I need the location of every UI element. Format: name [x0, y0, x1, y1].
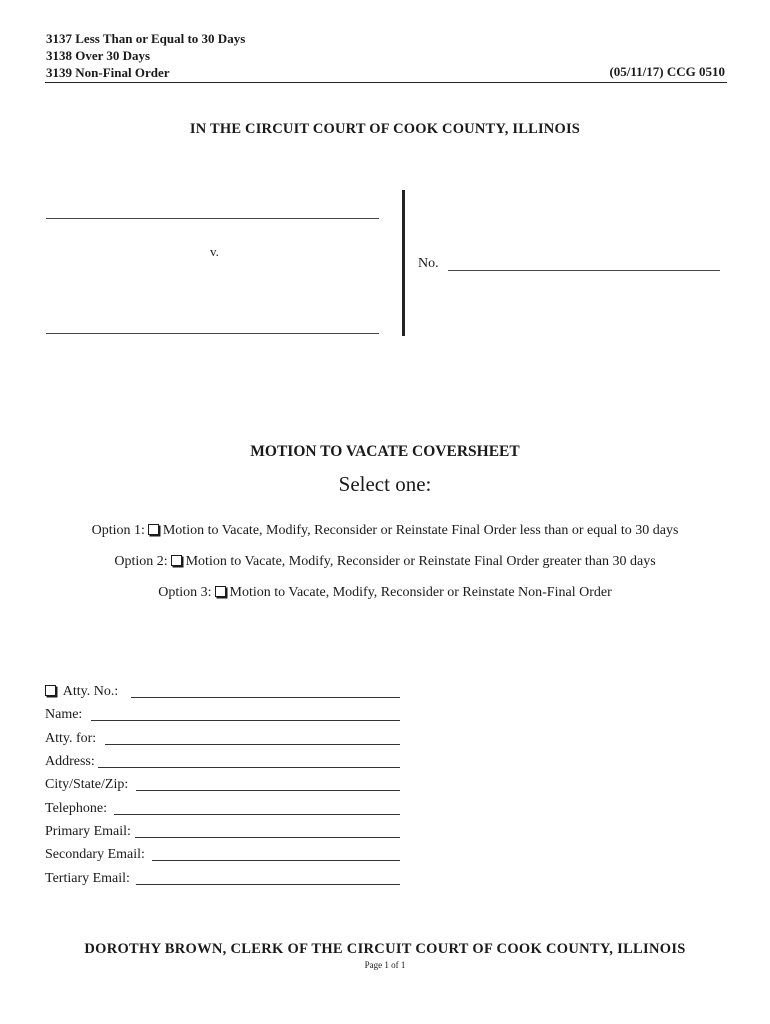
- header-rule: [45, 82, 727, 83]
- name-label: Name:: [45, 707, 83, 722]
- atty-no-field: [45, 684, 118, 700]
- plaintiff-line[interactable]: [46, 218, 379, 219]
- secondary-email-line[interactable]: [152, 860, 400, 861]
- option-2: [0, 554, 770, 570]
- option-2-checkbox[interactable]: [171, 555, 182, 566]
- atty-no-checkbox[interactable]: [45, 685, 56, 696]
- city-state-zip-label: City/State/Zip:: [45, 777, 129, 792]
- telephone-label: Telephone:: [45, 801, 107, 816]
- option-1-label: Option 1:: [91, 523, 145, 538]
- case-number-label: No.: [418, 256, 439, 271]
- code-line-3138: 3138 Over 30 Days: [46, 48, 151, 63]
- atty-no-label: Atty. No.:: [62, 684, 119, 699]
- address-label: Address:: [45, 754, 95, 769]
- name-line[interactable]: [91, 720, 400, 721]
- option-3-label: Option 3:: [158, 585, 212, 600]
- address-line[interactable]: [98, 767, 400, 768]
- option-1: [0, 523, 770, 539]
- option-2-label: Option 2:: [114, 554, 168, 569]
- select-prompt: Select one:: [338, 472, 432, 496]
- primary-email-label: Primary Email:: [45, 824, 131, 839]
- form-number: (05/11/17) CCG 0510: [609, 64, 725, 79]
- city-state-zip-line[interactable]: [136, 790, 400, 791]
- secondary-email-label: Secondary Email:: [45, 847, 145, 862]
- atty-no-line[interactable]: [131, 697, 400, 698]
- motion-title: MOTION TO VACATE COVERSHEET: [250, 443, 520, 460]
- defendant-line[interactable]: [46, 333, 379, 334]
- case-number-line[interactable]: [448, 270, 720, 271]
- code-line-3139: 3139 Non-Final Order: [46, 65, 170, 80]
- page-number: Page 1 of 1: [364, 960, 406, 970]
- option-1-text: Motion to Vacate, Modify, Reconsider or Reinstate Final Order less than or equal to 30 days: [162, 523, 679, 538]
- option-3-text: Motion to Vacate, Modify, Reconsider or Reinstate Non-Final Order: [229, 585, 612, 600]
- case-type-codes: [46, 30, 245, 81]
- code-line-3137: 3137 Less Than or Equal to 30 Days: [46, 31, 246, 46]
- clerk-footer: DOROTHY BROWN, CLERK OF THE CIRCUIT COURT OF COOK COUNTY, ILLINOIS: [84, 941, 686, 957]
- tertiary-email-line[interactable]: [136, 884, 400, 885]
- primary-email-line[interactable]: [135, 837, 400, 838]
- versus-label: v.: [210, 244, 219, 259]
- atty-for-line[interactable]: [105, 744, 400, 745]
- option-3-checkbox[interactable]: [215, 586, 226, 597]
- atty-for-label: Atty. for:: [45, 731, 97, 746]
- option-2-text: Motion to Vacate, Modify, Reconsider or Reinstate Final Order greater than 30 days: [185, 554, 656, 569]
- caption-divider: [402, 190, 405, 336]
- telephone-line[interactable]: [114, 814, 400, 815]
- option-3: [0, 585, 770, 601]
- tertiary-email-label: Tertiary Email:: [45, 871, 130, 886]
- court-title: IN THE CIRCUIT COURT OF COOK COUNTY, ILLINOIS: [189, 121, 581, 137]
- option-1-checkbox[interactable]: [148, 524, 159, 535]
